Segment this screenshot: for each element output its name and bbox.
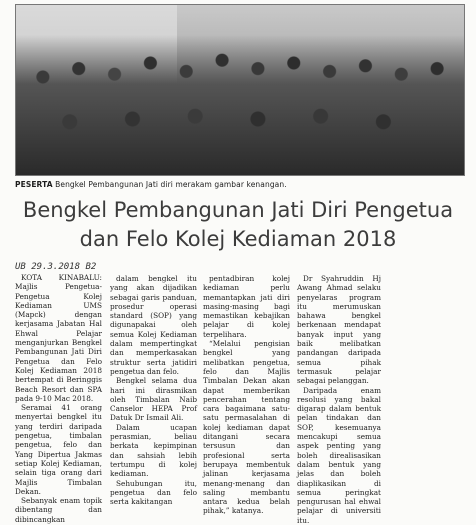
paragraph: Dr Syahruddin Hj Awang Ahmad selaku penyelaras program itu merumuskan bahawa bengkel berkenaan mendapat banyak input yang baik melibatkan pandangan daripada semua pihak termasuk pelajar sebagai pelanggan. bbox=[297, 274, 381, 386]
article-column-1 bbox=[15, 273, 102, 524]
handwritten-date-note: UB 29.3.2018 B2 bbox=[15, 262, 97, 272]
headline-line-2: dan Felo Kolej Kediaman 2018 bbox=[79, 227, 397, 251]
article-column-4 bbox=[297, 274, 381, 525]
paragraph: “Melalui pengisian bengkel yang melibatkan pengetua, felo dan Majlis Timbalan Dekan akan dapat memberikan pencerahan tentang cara bagaimana satu-satu permasalahan di kolej kediaman dapat ditangani secara tersusun dan profesional serta berupaya membentuk jalinan kerjasama menang-menang dan saling membantu antara kedua belah pihak,” katanya. bbox=[203, 339, 290, 516]
paragraph: Sebanyak enam topik dibentang dan dibincangkan bbox=[15, 496, 102, 524]
photo-participants bbox=[16, 35, 464, 175]
paragraph: pentadbiran kolej kediaman perlu memantapkan jati diri masing-masing bagi memastikan kebajikan pelajar di kolej terpelihara. bbox=[203, 274, 290, 339]
paragraph: Sehubungan itu, pengetua dan felo serta kakitangan bbox=[110, 478, 197, 507]
group-photo bbox=[15, 4, 465, 176]
paragraph: Bengkel selama dua hari ini dirasmikan oleh Timbalan Naib Canselor HEPA Prof Datuk Dr Ismail Ali. bbox=[110, 376, 197, 423]
article-column-2 bbox=[110, 274, 197, 507]
article-column-3 bbox=[203, 274, 290, 516]
headline-line-1: Bengkel Pembangunan Jati Diri Pengetua bbox=[22, 198, 454, 222]
caption-label: PESERTA bbox=[15, 180, 53, 189]
paragraph: Seramai 41 orang menyertai bengkel itu yang terdiri daripada pengetua, timbalan pengetua, felo dan Yang Dipertua Jakmas setiap Kolej Kediaman, selain tiga orang dari Majlis Timbalan Dekan. bbox=[15, 403, 102, 496]
caption-text: Bengkel Pembangunan Jati diri merakam gambar kenangan. bbox=[55, 180, 287, 189]
paragraph: KOTA KINABALU: Majlis Pengetua-Pengetua Kolej Kediaman UMS (Mapck) dengan kerjasama Jabatan Hal Ehwal Pelajar menganjurkan Bengkel Pembangunan Jati Diri Pengetua dan Felo Kolej Kediaman 2018 bertempat di Beringgis Beach Resort dan SPA pada 9-10 Mac 2018. bbox=[15, 273, 102, 403]
paragraph: Dalam ucapan perasmian, beliau berkata kepimpinan dan sahsiah lebih tertumpu di kolej kediaman. bbox=[110, 422, 197, 479]
photo-caption bbox=[15, 180, 465, 189]
paragraph: dalam bengkel itu yang akan dijadikan sebagai garis panduan, prosedur operasi standard (SOP) yang digunapakai oleh semua Kolej Kediaman dalam mempertingkat dan memperkasakan struktur serta jatidiri pengetua dan felo. bbox=[110, 274, 197, 376]
article-headline bbox=[10, 196, 466, 254]
paragraph: Daripada enam resolusi yang bakal digarap dalam bentuk pelan tindakan dan SOP, kesemuanya mencakupi semua aspek penting yang boleh direalisasikan dalam bentuk yang jelas dan boleh diaplikasikan di semua peringkat pengurusan hal ehwal pelajar di universiti itu. bbox=[297, 385, 381, 525]
